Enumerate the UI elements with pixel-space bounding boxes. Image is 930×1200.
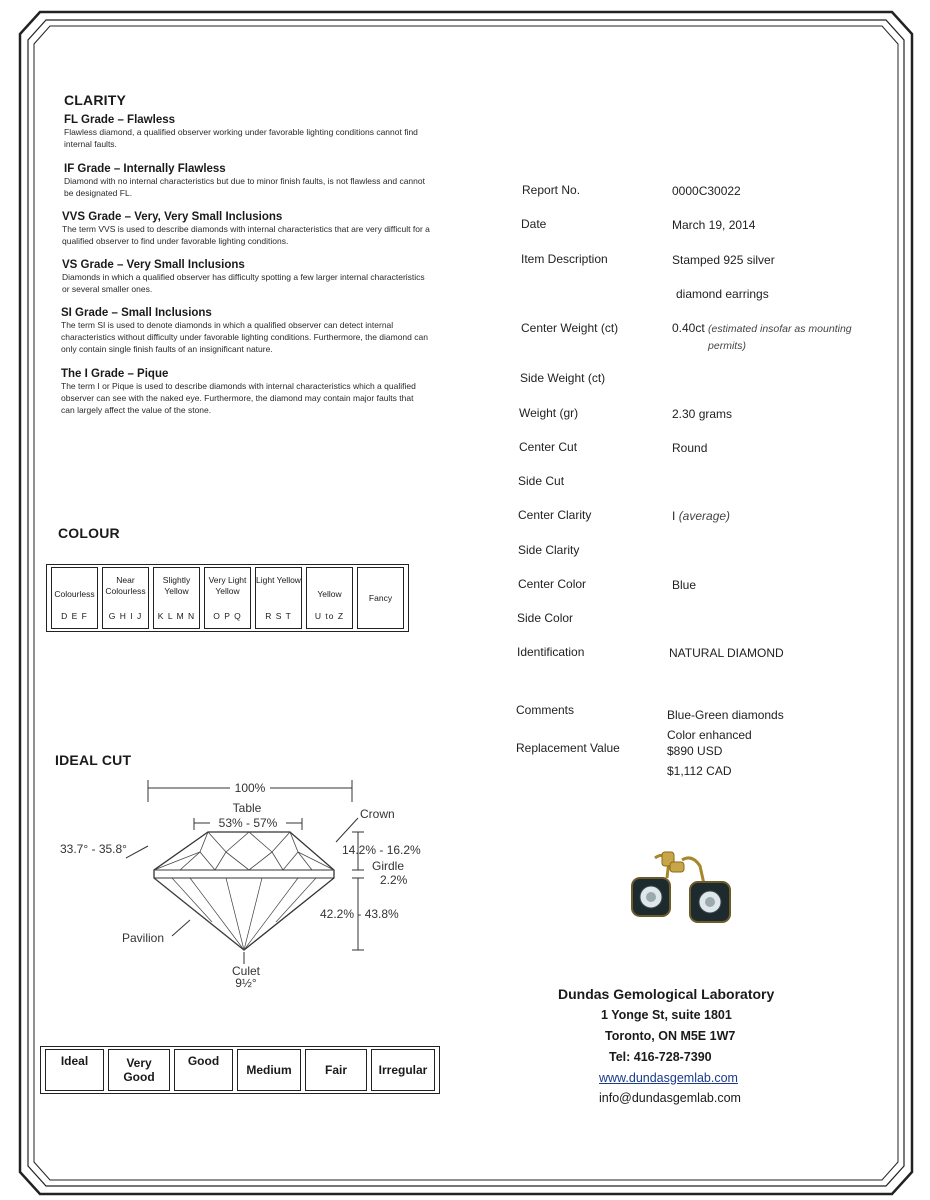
report-value: NATURAL DIAMOND xyxy=(669,646,784,660)
cut-cell-irregular: Irregular xyxy=(371,1049,435,1091)
report-value-line: $890 USD xyxy=(667,744,723,758)
diagram-culet-value: 9½° xyxy=(235,976,257,990)
diagram-crown-label: Crown xyxy=(360,807,395,821)
lab-name: Dundas Gemological Laboratory xyxy=(558,986,775,1002)
clarity-grade-i xyxy=(61,368,423,416)
report-value: March 19, 2014 xyxy=(672,218,756,232)
colour-name: Slightly Yellow xyxy=(162,574,191,596)
grade-text: The term VVS is used to describe diamonds with internal characteristics that are very difficult for a qualified observer to find under favorable lighting conditions. xyxy=(62,224,430,246)
colour-cell-very-light-yellow xyxy=(204,567,251,629)
report-label: Side Clarity xyxy=(518,543,580,557)
grade-text: The term I or Pique is used to describe diamonds with internal characteristics which a qualified observer can see with the naked eye. Furthermore, the diamond may contain major faults that can largely affect the value of the stone. xyxy=(61,381,416,415)
report-value-line: $1,112 CAD xyxy=(667,764,732,778)
diagram-table-range: 53% - 57% xyxy=(218,816,278,830)
diagram-table-label: Table xyxy=(232,801,262,815)
cut-cell-very-good: Very Good xyxy=(108,1049,170,1091)
report-label: Weight (gr) xyxy=(519,406,579,420)
report-value xyxy=(672,321,858,355)
colour-name: Near Colourless xyxy=(105,574,146,596)
diagram-girdle-label: Girdle xyxy=(372,859,405,873)
report-value xyxy=(672,509,730,523)
clarity-grade-fl xyxy=(64,114,434,150)
report-value: Stamped 925 silver xyxy=(672,253,775,267)
report-value-main: 0.40ct xyxy=(672,321,705,335)
colour-name: Colourless xyxy=(54,588,95,599)
clarity-heading: CLARITY xyxy=(64,92,127,108)
diagram-pavilion-depth: 42.2% - 43.8% xyxy=(320,907,399,921)
grade-text: Diamond with no internal characteristics but due to minor finish faults, is not flawless and cannot be designated FL. xyxy=(64,176,425,198)
cut-cell-ideal: Ideal xyxy=(45,1049,104,1091)
colour-cell-light-yellow xyxy=(255,567,302,629)
clarity-grade-if xyxy=(64,163,434,199)
colour-cell-slightly-yellow xyxy=(153,567,200,629)
colour-cell-near-colourless xyxy=(102,567,149,629)
report-label: Replacement Value xyxy=(516,741,620,755)
diagram-girdle-value: 2.2% xyxy=(380,873,408,887)
report-value-main: I xyxy=(672,509,676,523)
earrings-photo xyxy=(610,848,750,928)
report-label: Side Weight (ct) xyxy=(520,371,606,385)
report-value-line: Blue-Green diamonds xyxy=(667,708,784,722)
diagram-crown-angle: 33.7° - 35.8° xyxy=(60,842,127,856)
colour-letters: R S T xyxy=(265,610,292,621)
report-label: Center Color xyxy=(518,577,587,591)
report-label: Date xyxy=(521,217,547,231)
cut-cell-fair: Fair xyxy=(305,1049,367,1091)
colour-name: Very Light Yellow xyxy=(208,574,247,596)
ideal-cut-heading: IDEAL CUT xyxy=(55,752,132,768)
lab-address-2: Toronto, ON M5E 1W7 xyxy=(605,1029,736,1043)
report-label: Side Cut xyxy=(518,474,565,488)
report-label: Center Cut xyxy=(519,440,578,454)
report-label: Comments xyxy=(516,703,575,717)
lab-phone: Tel: 416-728-7390 xyxy=(609,1050,712,1064)
lab-website-link[interactable]: www.dundasgemlab.com xyxy=(599,1071,738,1085)
report-value: 0000C30022 xyxy=(672,184,741,198)
diagram-width-label: 100% xyxy=(234,781,266,795)
colour-cell-fancy xyxy=(357,567,404,629)
grade-text: Flawless diamond, a qualified observer working under favorable lighting conditions cannot find internal faults. xyxy=(64,127,418,149)
grade-title: FL Grade – Flawless xyxy=(64,114,176,126)
grade-text: Diamonds in which a qualified observer has difficulty spotting a few larger internal characteristics or several smaller ones. xyxy=(62,272,425,294)
report-value-line: Color enhanced xyxy=(667,728,752,742)
diagram-culet-label: Culet xyxy=(231,964,261,978)
colour-name: Light Yellow xyxy=(256,574,301,585)
lab-address-1: 1 Yonge St, suite 1801 xyxy=(601,1008,732,1022)
cut-cell-good: Good xyxy=(174,1049,233,1091)
colour-letters: K L M N xyxy=(157,610,196,621)
colour-scale-table xyxy=(46,564,409,632)
colour-letters: G H I J xyxy=(108,610,143,621)
report-value: diamond earrings xyxy=(676,287,769,301)
cut-cell-medium: Medium xyxy=(237,1049,301,1091)
report-label: Report No. xyxy=(522,183,581,197)
grade-title: The I Grade – Pique xyxy=(61,368,169,380)
report-value xyxy=(667,741,731,781)
report-note: (estimated insofar as mounting permits) xyxy=(708,323,852,352)
grade-title: SI Grade – Small Inclusions xyxy=(61,307,212,319)
report-value: Blue xyxy=(672,578,697,592)
report-label: Identification xyxy=(517,645,585,659)
grade-title: VS Grade – Very Small Inclusions xyxy=(62,259,245,271)
colour-name: Fancy xyxy=(368,592,393,603)
colour-cell-colourless xyxy=(51,567,98,629)
clarity-grade-vs xyxy=(62,259,432,295)
grade-title: VVS Grade – Very, Very Small Inclusions xyxy=(62,211,283,223)
colour-name: Yellow xyxy=(317,588,342,599)
colour-cell-yellow xyxy=(306,567,353,629)
report-value: Round xyxy=(672,441,708,455)
report-note: (average) xyxy=(678,509,731,523)
colour-letters: D E F xyxy=(61,610,88,621)
clarity-grade-si xyxy=(61,307,429,355)
colour-letters: O P Q xyxy=(213,610,242,621)
cut-scale-table xyxy=(40,1046,440,1094)
report-label: Center Weight (ct) xyxy=(521,321,619,335)
colour-letters: U to Z xyxy=(314,610,345,621)
diagram-pavilion-label: Pavilion xyxy=(122,931,165,945)
grade-title: IF Grade – Internally Flawless xyxy=(64,163,226,175)
colour-heading: COLOUR xyxy=(58,525,120,541)
report-label: Item Description xyxy=(521,252,608,266)
clarity-grade-vvs xyxy=(62,211,432,247)
report-label: Center Clarity xyxy=(518,508,592,522)
diagram-crown-height: 14.2% - 16.2% xyxy=(342,843,421,857)
grade-text: The term SI is used to denote diamonds in which a qualified observer can detect internal characteristics without difficulty under favorable lighting conditions. Furthermore, the diamond can only contain single finish faults of an insignificant nature. xyxy=(61,320,428,354)
lab-email: info@dundasgemlab.com xyxy=(599,1091,741,1105)
report-value xyxy=(667,705,784,745)
ideal-cut-diagram xyxy=(50,772,450,992)
report-label: Side Color xyxy=(517,611,574,625)
report-value: 2.30 grams xyxy=(672,407,733,421)
